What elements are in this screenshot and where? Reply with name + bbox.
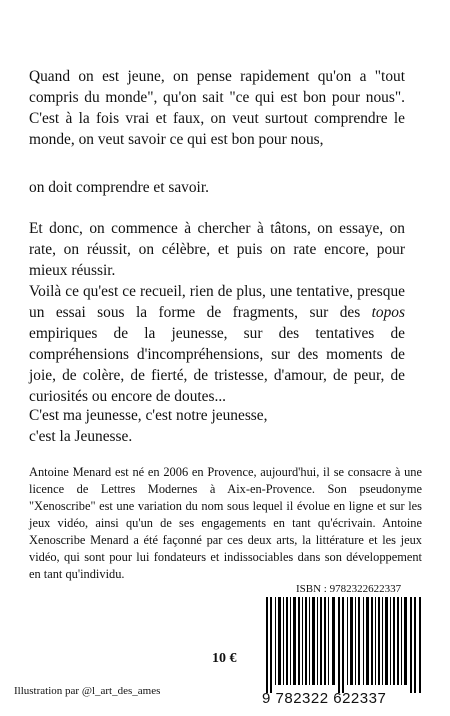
closing-line-2: c'est la Jeunesse. [29,428,133,445]
synopsis [29,66,405,150]
closing [29,405,405,447]
paragraph-4-start: Voilà ce qu'est ce recueil, rien de plus, une tentative, presque un essai sous la forme de fragments, sur des [29,283,405,321]
paragraph-3: Et donc, on commence à chercher à tâtons, on essaye, on rate, on réussit, on célèbre, et puis on rate encore, pour mieux réussir. [29,220,405,279]
paragraph-2: on doit comprendre et savoir. [29,179,209,196]
barcode-digits: 9 782322 622337 [262,690,387,707]
barcode [266,597,422,693]
illustration-credit: Illustration par @l_art_des_ames [14,685,161,697]
isbn-label: ISBN : 9782322622337 [296,583,402,595]
paragraph-4 [29,281,405,407]
author-bio: Antoine Menard est né en 2006 en Provence, aujourd'hui, il se consacre à une licence de Lettres Modernes à Aix-en-Provence. Son pseudonyme "Xenoscribe" est une variation du nom sous lequel il évolue en ligne et sur les jeux vidéo, ainsi qu'un de ses engagements en tant qu'écrivain. Antoine Xenoscribe Menard a été façonné par ces deux arts, la littérature et les jeux vidéo, qui sont pour lui fondateurs et indissociables dans son développement en tant qu'individu. [29,465,422,581]
paragraph-4-end: empiriques de la jeunesse, sur des tentatives de compréhensions d'incompréhensions, sur des moments de joie, de colère, de fierté, de tristesse, d'amour, de peur, de curiosités ou encore de doutes... [29,325,405,405]
synopsis-line [29,177,405,198]
closing-line-1: C'est ma jeunesse, c'est notre jeunesse, [29,407,268,424]
price: 10 € [212,651,237,666]
paragraph-1: Quand on est jeune, on pense rapidement qu'on a "tout compris du monde", qu'on sait "ce qui est bon pour nous". C'est à la fois vrai et faux, on veut surtout comprendre le monde, on veut savoir ce qui est bon pour nous, [29,68,405,148]
synopsis-block-2 [29,218,405,407]
topos-word: topos [371,304,405,321]
